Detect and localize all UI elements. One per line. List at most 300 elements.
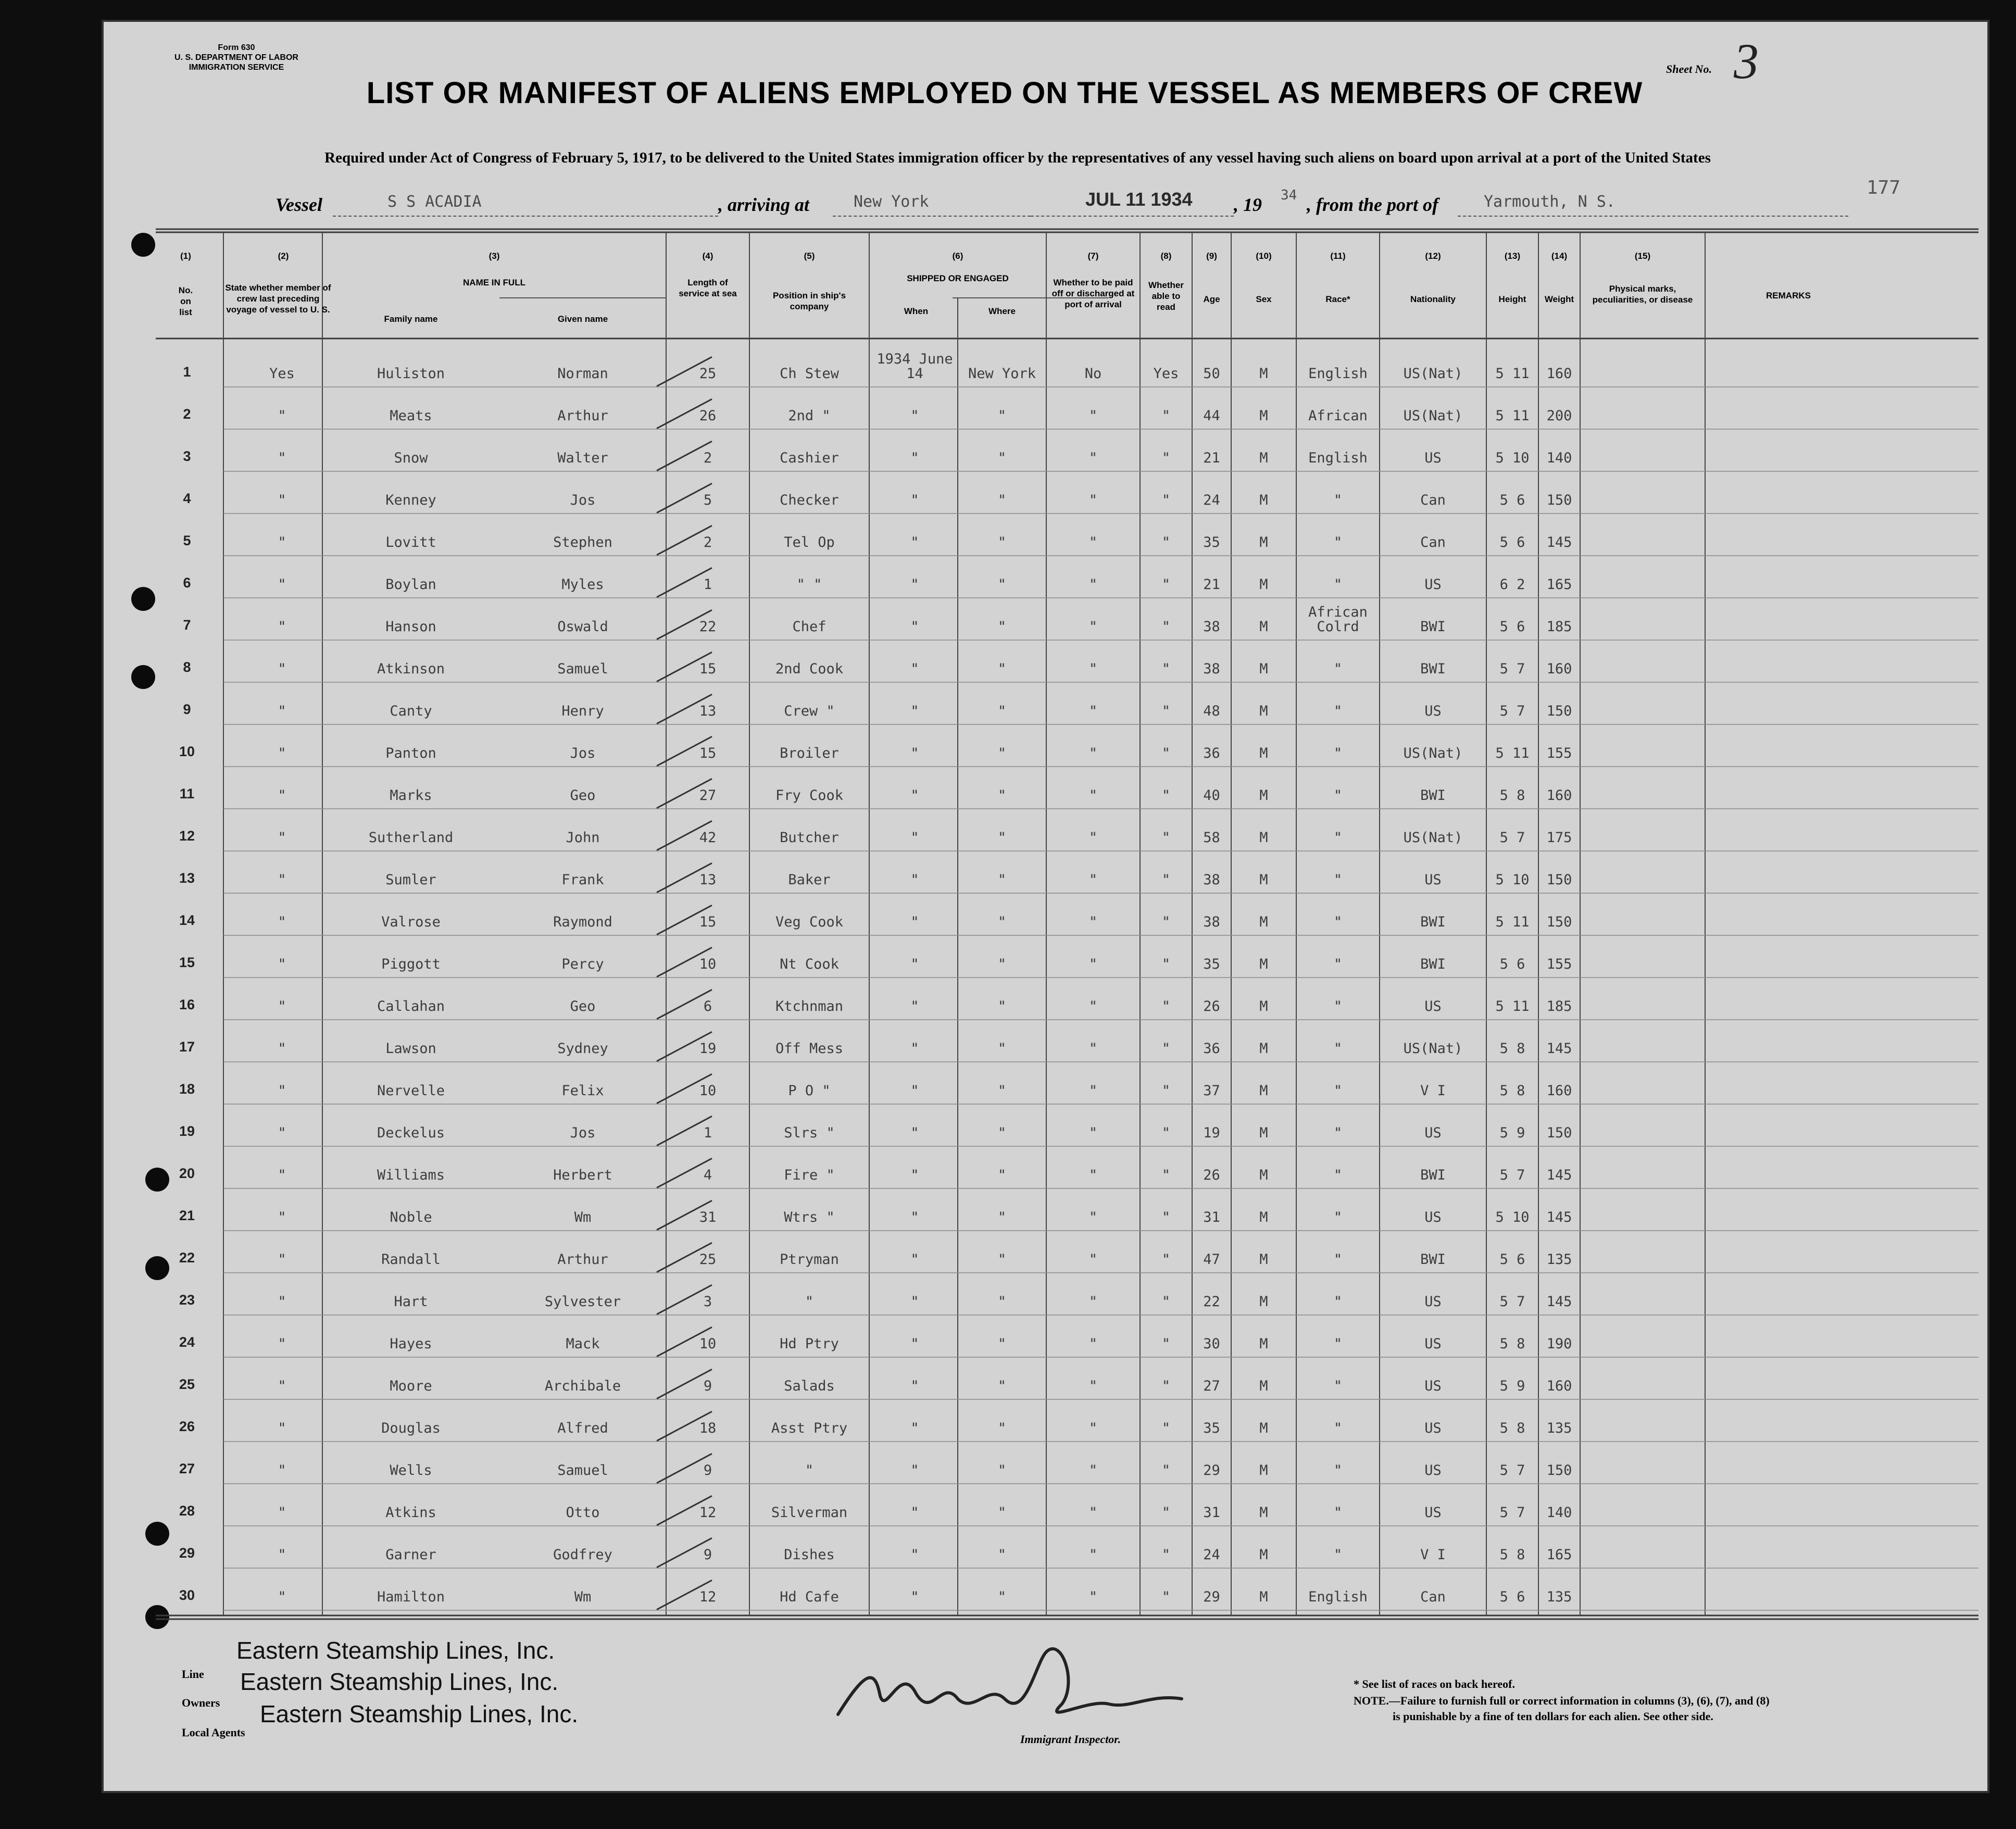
cell-given-name: Samuel [557, 661, 608, 677]
cell-paid-off: " [1088, 1505, 1098, 1521]
cell-ship-position: Hd Cafe [780, 1589, 839, 1605]
cell-member-last-voyage: " [278, 1041, 286, 1057]
cell-service-length: 10 [699, 1336, 717, 1352]
cell-service-length: 10 [699, 1083, 717, 1099]
cell-weight: 150 [1546, 1125, 1572, 1141]
row-number: 7 [183, 617, 191, 633]
cell-service-length: 42 [699, 830, 717, 846]
cell-ship-position: Crew " [784, 703, 835, 719]
cell-given-name: Myles [561, 577, 604, 593]
cell-height: 5 7 [1499, 1462, 1525, 1479]
cell-shipped-where: " [997, 450, 1007, 466]
cell-given-name: Geo [570, 787, 596, 804]
cell-given-name: Stephen [553, 534, 612, 550]
cell-given-name: Archibale [544, 1378, 621, 1394]
cell-age: 31 [1203, 1505, 1220, 1521]
arrival-date-stamp: JUL 11 1934 [1085, 189, 1193, 210]
cell-nationality: US(Nat) [1403, 366, 1463, 382]
cell-shipped-where: " [997, 1294, 1007, 1310]
cell-height: 5 8 [1499, 1547, 1525, 1563]
cell-shipped-where: " [997, 1125, 1007, 1141]
cell-race: " [1333, 1336, 1343, 1352]
cell-age: 35 [1203, 534, 1220, 550]
cell-paid-off: " [1088, 1125, 1098, 1141]
cell-nationality: Can [1420, 1589, 1446, 1605]
cell-weight: 155 [1546, 956, 1572, 972]
row-number: 4 [183, 491, 191, 506]
cell-family-name: Panton [385, 745, 436, 761]
cell-service-length: 9 [703, 1378, 712, 1394]
cell-nationality: US [1424, 577, 1442, 593]
cell-family-name: Hart [394, 1294, 428, 1310]
cell-able-to-read: " [1161, 956, 1171, 972]
cell-sex: M [1259, 1420, 1268, 1436]
row-number: 13 [179, 870, 195, 886]
cell-age: 24 [1203, 1547, 1220, 1563]
cell-paid-off: " [1088, 1209, 1098, 1225]
cell-height: 6 2 [1499, 577, 1525, 593]
cell-ship-position: Baker [788, 872, 831, 888]
col-num-2: (2) [278, 251, 289, 261]
cell-race: " [1333, 787, 1343, 804]
manifest-sheet [102, 20, 1989, 1793]
cell-weight: 160 [1546, 1378, 1572, 1394]
row-number: 18 [179, 1081, 195, 1097]
cell-member-last-voyage: " [278, 830, 286, 846]
header-nationality: Nationality [1410, 294, 1456, 304]
cell-service-length: 31 [699, 1209, 717, 1225]
cell-age: 19 [1203, 1125, 1220, 1141]
cell-race: " [1333, 830, 1343, 846]
cell-race: " [1333, 1505, 1343, 1521]
row-number: 29 [179, 1545, 195, 1561]
cell-shipped-when: " [910, 534, 919, 550]
cell-service-length: 13 [699, 703, 717, 719]
cell-shipped-where: New York [968, 366, 1036, 382]
cell-height: 5 10 [1495, 1209, 1530, 1225]
cell-height: 5 8 [1499, 1336, 1525, 1352]
cell-shipped-where: " [997, 1041, 1007, 1057]
inspector-signature [817, 1631, 1213, 1735]
cell-height: 5 11 [1495, 998, 1530, 1014]
cell-race: " [1333, 577, 1343, 593]
cell-given-name: Percy [561, 956, 604, 972]
cell-service-length: 15 [699, 745, 717, 761]
row-number: 17 [179, 1039, 195, 1055]
cell-nationality: BWI [1420, 1167, 1446, 1183]
col-num-14: (14) [1551, 251, 1568, 261]
cell-shipped-where: " [997, 577, 1007, 593]
cell-ship-position: " " [796, 577, 822, 593]
cell-family-name: Lawson [385, 1041, 436, 1057]
cell-able-to-read: " [1161, 1589, 1171, 1605]
header-member-last-voyage: State whether member of crew last preceding voyage of vessel to U. S. [225, 283, 331, 315]
departure-port: Yarmouth, N S. [1484, 193, 1616, 211]
cell-paid-off: " [1088, 1041, 1098, 1057]
cell-sex: M [1259, 661, 1268, 677]
cell-nationality: US(Nat) [1403, 830, 1463, 846]
cell-sex: M [1259, 1251, 1268, 1268]
cell-sex: M [1259, 534, 1268, 550]
cell-shipped-when: " [910, 619, 919, 635]
cell-paid-off: " [1088, 872, 1098, 888]
row-number: 11 [179, 786, 195, 801]
cell-weight: 200 [1546, 408, 1572, 424]
cell-family-name: Randall [381, 1251, 441, 1268]
cell-age: 36 [1203, 1041, 1220, 1057]
cell-ship-position: Fire " [784, 1167, 835, 1183]
cell-shipped-when: " [910, 492, 919, 508]
cell-family-name: Atkins [385, 1505, 436, 1521]
cell-given-name: Walter [557, 450, 608, 466]
cell-height: 5 9 [1499, 1378, 1525, 1394]
cell-member-last-voyage: " [278, 1589, 286, 1605]
cell-member-last-voyage: " [278, 661, 286, 677]
cell-weight: 175 [1546, 830, 1572, 846]
cell-sex: M [1259, 1505, 1268, 1521]
cell-given-name: Alfred [557, 1420, 608, 1436]
cell-height: 5 11 [1495, 914, 1530, 930]
cell-service-length: 18 [699, 1420, 717, 1436]
cell-shipped-when: " [910, 830, 919, 846]
header-when: When [904, 306, 929, 316]
cell-member-last-voyage: " [278, 745, 286, 761]
cell-given-name: Sylvester [544, 1294, 621, 1310]
cell-able-to-read: " [1161, 1041, 1171, 1057]
cell-ship-position: Dishes [784, 1547, 835, 1563]
cell-shipped-when: " [910, 577, 919, 593]
service-name: IMMIGRATION SERVICE [189, 63, 284, 72]
cell-height: 5 8 [1499, 1083, 1525, 1099]
header-shipped-engaged: SHIPPED OR ENGAGED [907, 273, 1009, 283]
races-note: * See list of races on back hereof. [1354, 1677, 1515, 1690]
cell-shipped-where: " [997, 492, 1007, 508]
cell-able-to-read: " [1161, 1083, 1171, 1099]
header-weight: Weight [1544, 294, 1574, 304]
cell-race: " [1333, 1420, 1343, 1436]
cell-race: " [1333, 1125, 1343, 1141]
cell-weight: 135 [1546, 1589, 1572, 1605]
header-no-on-list: No. on list [178, 285, 193, 317]
row-number: 3 [183, 448, 191, 464]
cell-height: 5 6 [1499, 492, 1525, 508]
row-number: 19 [179, 1123, 195, 1139]
cell-age: 38 [1203, 661, 1220, 677]
cell-member-last-voyage: " [278, 1209, 286, 1225]
cell-shipped-where: " [997, 703, 1007, 719]
cell-member-last-voyage: " [278, 619, 286, 635]
row-number: 9 [183, 701, 191, 717]
cell-family-name: Meats [390, 408, 432, 424]
row-number: 15 [179, 955, 195, 970]
cell-paid-off: " [1088, 1083, 1098, 1099]
cell-paid-off: " [1088, 1167, 1098, 1183]
cell-given-name: Herbert [553, 1167, 612, 1183]
cell-shipped-where: " [997, 408, 1007, 424]
cell-service-length: 15 [699, 661, 717, 677]
cell-shipped-where: " [997, 1167, 1007, 1183]
cell-sex: M [1259, 1547, 1268, 1563]
cell-height: 5 9 [1499, 1125, 1525, 1141]
cell-ship-position: Cashier [780, 450, 839, 466]
cell-able-to-read: " [1161, 1505, 1171, 1521]
cell-shipped-where: " [997, 872, 1007, 888]
header-given-name: Given name [557, 314, 608, 324]
cell-sex: M [1259, 1378, 1268, 1394]
cell-member-last-voyage: " [278, 914, 286, 930]
cell-service-length: 4 [703, 1167, 712, 1183]
cell-nationality: BWI [1420, 1251, 1446, 1268]
cell-height: 5 7 [1499, 1505, 1525, 1521]
vessel-label: Vessel [276, 194, 322, 215]
arrival-port: New York [854, 193, 929, 211]
cell-family-name: Sumler [385, 872, 436, 888]
cell-sex: M [1259, 577, 1268, 593]
cell-family-name: Kenney [385, 492, 436, 508]
cell-weight: 160 [1546, 787, 1572, 804]
cell-nationality: BWI [1420, 661, 1446, 677]
cell-member-last-voyage: " [278, 703, 286, 719]
col-num-11: (11) [1330, 251, 1346, 261]
cell-able-to-read: " [1161, 534, 1171, 550]
cell-able-to-read: " [1161, 1167, 1171, 1183]
cell-shipped-when: " [910, 1505, 919, 1521]
cell-service-length: 1 [703, 1125, 712, 1141]
cell-nationality: US [1424, 1336, 1442, 1352]
row-number: 1 [183, 364, 191, 380]
header-height: Height [1498, 294, 1526, 304]
manifest-rows [104, 22, 1989, 1793]
cell-paid-off: " [1088, 1294, 1098, 1310]
cell-paid-off: " [1088, 787, 1098, 804]
cell-shipped-where: " [997, 998, 1007, 1014]
cell-race: " [1333, 872, 1343, 888]
cell-able-to-read: " [1161, 787, 1171, 804]
cell-weight: 145 [1546, 534, 1572, 550]
cell-given-name: Felix [561, 1083, 604, 1099]
cell-height: 5 7 [1499, 661, 1525, 677]
cell-shipped-where: " [997, 830, 1007, 846]
cell-shipped-where: " [997, 1505, 1007, 1521]
cell-shipped-when: " [910, 787, 919, 804]
cell-nationality: V I [1420, 1083, 1446, 1099]
col-num-5: (5) [804, 251, 815, 261]
cell-able-to-read: " [1161, 1378, 1171, 1394]
cell-shipped-when: " [910, 703, 919, 719]
cell-given-name: John [566, 830, 600, 846]
cell-given-name: Oswald [557, 619, 608, 635]
cell-nationality: US [1424, 1462, 1442, 1479]
cell-age: 29 [1203, 1462, 1220, 1479]
cell-service-length: 13 [699, 872, 717, 888]
cell-paid-off: " [1088, 703, 1098, 719]
row-number: 24 [179, 1334, 195, 1350]
header-able-to-read: Whether able to read [1148, 280, 1184, 312]
cell-shipped-when: " [910, 914, 919, 930]
row-number: 5 [183, 533, 191, 548]
cell-race: " [1333, 1378, 1343, 1394]
penalty-note-1: NOTE.—Failure to furnish full or correct information in columns (3), (6), (7), and (8) [1354, 1694, 1770, 1707]
department-name: U. S. DEPARTMENT OF LABOR [174, 53, 298, 62]
line-stamp: Eastern Steamship Lines, Inc. [236, 1637, 555, 1664]
cell-nationality: US [1424, 1420, 1442, 1436]
cell-service-length: 22 [699, 619, 717, 635]
cell-age: 40 [1203, 787, 1220, 804]
header-race: Race* [1325, 294, 1350, 304]
col-num-13: (13) [1504, 251, 1521, 261]
cell-able-to-read: " [1161, 1420, 1171, 1436]
cell-sex: M [1259, 872, 1268, 888]
row-number: 10 [179, 744, 195, 759]
cell-height: 5 8 [1499, 1420, 1525, 1436]
col-num-9: (9) [1206, 251, 1217, 261]
cell-sex: M [1259, 1167, 1268, 1183]
cell-given-name: Samuel [557, 1462, 608, 1479]
cell-ship-position: Tel Op [784, 534, 835, 550]
cell-race: English [1308, 366, 1368, 382]
cell-member-last-voyage: " [278, 577, 286, 593]
cell-paid-off: " [1088, 1336, 1098, 1352]
cell-given-name: Wm [574, 1209, 592, 1225]
cell-age: 31 [1203, 1209, 1220, 1225]
cell-ship-position: Ktchnman [775, 998, 844, 1014]
cell-shipped-when: " [910, 450, 919, 466]
cell-service-length: 25 [699, 366, 717, 382]
cell-height: 5 10 [1495, 872, 1530, 888]
cell-member-last-voyage: " [278, 1378, 286, 1394]
row-number: 28 [179, 1503, 195, 1519]
cell-paid-off: " [1088, 492, 1098, 508]
agents-stamp: Eastern Steamship Lines, Inc. [260, 1700, 579, 1727]
cell-service-length: 19 [699, 1041, 717, 1057]
cell-sex: M [1259, 366, 1268, 382]
cell-paid-off: " [1088, 534, 1098, 550]
header-where: Where [988, 306, 1016, 316]
cell-paid-off: " [1088, 619, 1098, 635]
cell-given-name: Arthur [557, 1251, 608, 1268]
cell-member-last-voyage: " [278, 1420, 286, 1436]
cell-sex: M [1259, 408, 1268, 424]
cell-ship-position: Off Mess [775, 1041, 844, 1057]
cell-ship-position: Ch Stew [780, 366, 839, 382]
cell-sex: M [1259, 914, 1268, 930]
cell-race: " [1333, 1167, 1343, 1183]
col-num-4: (4) [702, 251, 713, 261]
cell-given-name: Jos [570, 1125, 596, 1141]
cell-member-last-voyage: " [278, 408, 286, 424]
from-port-label: , from the port of [1307, 194, 1439, 215]
cell-nationality: BWI [1420, 914, 1446, 930]
cell-given-name: Mack [566, 1336, 600, 1352]
cell-age: 58 [1203, 830, 1220, 846]
agents-label: Local Agents [182, 1726, 245, 1739]
cell-paid-off: " [1088, 1378, 1098, 1394]
cell-nationality: V I [1420, 1547, 1446, 1563]
cell-sex: M [1259, 1083, 1268, 1099]
penalty-note-2: is punishable by a fine of ten dollars for each alien. See other side. [1393, 1710, 1713, 1723]
header-length-of-service: Length of service at sea [679, 278, 737, 298]
cell-member-last-voyage: " [278, 1125, 286, 1141]
cell-service-length: 1 [703, 577, 712, 593]
cell-race: African Colrd [1308, 604, 1368, 635]
cell-age: 36 [1203, 745, 1220, 761]
cell-service-length: 6 [703, 998, 712, 1014]
cell-ship-position: Asst Ptry [771, 1420, 848, 1436]
cell-member-last-voyage: " [278, 1251, 286, 1268]
cell-family-name: Callahan [377, 998, 445, 1014]
cell-family-name: Huliston [377, 366, 445, 382]
cell-sex: M [1259, 1041, 1268, 1057]
row-number: 25 [179, 1376, 195, 1392]
cell-sex: M [1259, 956, 1268, 972]
cell-able-to-read: " [1161, 872, 1171, 888]
cell-member-last-voyage: " [278, 872, 286, 888]
cell-age: 29 [1203, 1589, 1220, 1605]
cell-family-name: Hamilton [377, 1589, 445, 1605]
cell-shipped-where: " [997, 1378, 1007, 1394]
cell-shipped-when: " [910, 1294, 919, 1310]
cell-member-last-voyage: " [278, 1505, 286, 1521]
cell-height: 5 8 [1499, 1041, 1525, 1057]
cell-shipped-when: " [910, 956, 919, 972]
cell-shipped-where: " [997, 1589, 1007, 1605]
cell-race: English [1308, 450, 1368, 466]
col-num-1: (1) [180, 251, 191, 261]
cell-given-name: Geo [570, 998, 596, 1014]
cell-paid-off: " [1088, 450, 1098, 466]
cell-service-length: 15 [699, 914, 717, 930]
cell-able-to-read: " [1161, 1336, 1171, 1352]
cell-race: " [1333, 1462, 1343, 1479]
header-age: Age [1203, 294, 1220, 304]
cell-height: 5 6 [1499, 619, 1525, 635]
cell-family-name: Garner [385, 1547, 436, 1563]
cell-shipped-when: " [910, 1547, 919, 1563]
cell-height: 5 8 [1499, 787, 1525, 804]
cell-paid-off: " [1088, 914, 1098, 930]
cell-able-to-read: " [1161, 1125, 1171, 1141]
cell-weight: 160 [1546, 366, 1572, 382]
cell-sex: M [1259, 492, 1268, 508]
cell-race: " [1333, 534, 1343, 550]
cell-sex: M [1259, 1462, 1268, 1479]
cell-race: " [1333, 492, 1343, 508]
cell-nationality: US(Nat) [1403, 1041, 1463, 1057]
cell-shipped-when: " [910, 1041, 919, 1057]
inspector-label: Immigrant Inspector. [1020, 1733, 1121, 1746]
header-position: Position in ship's company [772, 291, 846, 311]
cell-family-name: Hanson [385, 619, 436, 635]
cell-able-to-read: " [1161, 1251, 1171, 1268]
cell-sex: M [1259, 1589, 1268, 1605]
cell-family-name: Marks [390, 787, 432, 804]
cell-able-to-read: " [1161, 703, 1171, 719]
cell-service-length: 3 [703, 1294, 712, 1310]
cell-weight: 160 [1546, 661, 1572, 677]
cell-shipped-where: " [997, 1462, 1007, 1479]
cell-ship-position: Silverman [771, 1505, 848, 1521]
cell-shipped-where: " [997, 1209, 1007, 1225]
cell-sex: M [1259, 450, 1268, 466]
cell-age: 50 [1203, 366, 1220, 382]
col-num-10: (10) [1256, 251, 1272, 261]
cell-ship-position: Butcher [780, 830, 839, 846]
cell-weight: 185 [1546, 619, 1572, 635]
cell-age: 47 [1203, 1251, 1220, 1268]
cell-family-name: Douglas [381, 1420, 441, 1436]
cell-member-last-voyage: " [278, 450, 286, 466]
cell-shipped-when: " [910, 661, 919, 677]
